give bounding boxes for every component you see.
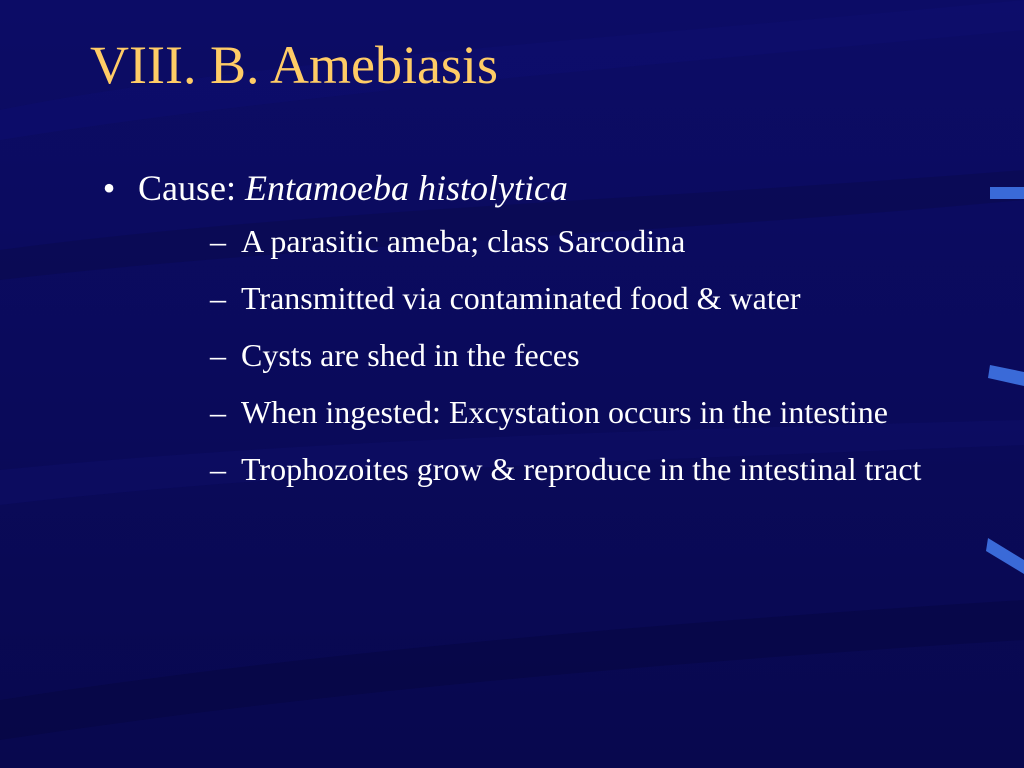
- slide-content: [80, 160, 960, 503]
- slide-title: VIII. B. Amebiasis: [90, 35, 498, 95]
- accent-dash: [990, 187, 1024, 199]
- bullet-text: [138, 160, 568, 216]
- sub-bullet-text: When ingested: Excystation occurs in the intestine: [241, 394, 888, 430]
- sub-bullet-marker: –: [210, 223, 226, 259]
- sub-bullet-marker: –: [210, 451, 226, 487]
- bullet-marker: •: [102, 168, 116, 208]
- accent-dash: [988, 365, 1024, 386]
- sub-bullet-text: Transmitted via contaminated food & water: [241, 280, 801, 316]
- sub-bullet: [80, 389, 941, 436]
- accent-dash: [986, 538, 1024, 574]
- sub-bullet-text: A parasitic ameba; class Sarcodina: [241, 223, 686, 259]
- sub-bullet-text: Trophozoites grow & reproduce in the intestinal tract: [241, 451, 922, 487]
- sub-bullet: [80, 218, 941, 265]
- organism-name: Entamoeba histolytica: [244, 168, 568, 208]
- sub-bullet: [80, 275, 941, 322]
- cause-label: Cause:: [138, 168, 236, 208]
- sub-bullet-list: [80, 218, 960, 493]
- sub-bullet-marker: –: [210, 394, 226, 430]
- sub-bullet: [80, 332, 941, 379]
- sub-bullet-marker: –: [210, 337, 226, 373]
- main-bullet: [80, 160, 960, 216]
- sub-bullet-marker: –: [210, 280, 226, 316]
- sub-bullet: [80, 446, 941, 493]
- sub-bullet-text: Cysts are shed in the feces: [241, 337, 580, 373]
